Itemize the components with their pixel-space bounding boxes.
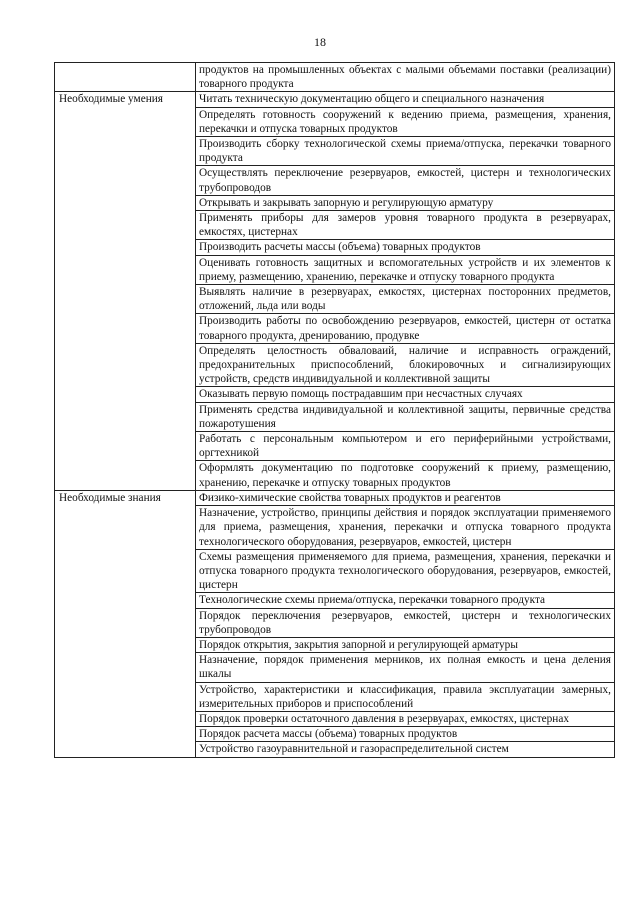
requirement-cell: Открывать и закрывать запорную и регулирующую арматуру bbox=[196, 195, 615, 210]
requirement-cell: Осуществлять переключение резервуаров, емкостей, цистерн и технологических трубопроводов bbox=[196, 166, 615, 195]
requirement-cell: Порядок открытия, закрытия запорной и регулирующей арматуры bbox=[196, 637, 615, 652]
requirement-cell: Схемы размещения применяемого для приема, размещения, хранения, перекачки и отпуска товарного продукта технологического оборудования, резервуаров, емкостей, цистерн bbox=[196, 549, 615, 593]
table-row bbox=[55, 63, 615, 92]
requirement-cell: Производить сборку технологической схемы приема/отпуска, перекачки товарного продукта bbox=[196, 137, 615, 166]
requirement-cell: Назначение, устройство, принципы действия и порядок эксплуатации применяемого для приема, размещения, хранения, перекачки и отпуска товарного продукта технологического оборудования, резервуаров, емкостей, цистерн bbox=[196, 506, 615, 550]
requirement-cell: Применять приборы для замеров уровня товарного продукта в резервуарах, емкостях, цистернах bbox=[196, 211, 615, 240]
requirement-cell: Производить работы по освобождению резервуаров, емкостей, цистерн от остатка товарного продукта, дренированию, продувке bbox=[196, 314, 615, 343]
table-row bbox=[55, 92, 615, 107]
requirement-cell: Производить расчеты массы (объема) товарных продуктов bbox=[196, 240, 615, 255]
requirement-cell: Читать техническую документацию общего и специального назначения bbox=[196, 92, 615, 107]
requirement-cell: Определять целостность обваловаий, наличие и исправность ограждений, предохранительных приспособлений, блокировочных и сигнализирующих устройств, средств индивидуальной и коллективной защиты bbox=[196, 343, 615, 387]
competency-table bbox=[54, 62, 615, 758]
requirement-cell: Устройство, характеристики и классификация, правила эксплуатации замерных, измерительных приборов и приспособлений bbox=[196, 682, 615, 711]
requirement-cell: Порядок проверки остаточного давления в резервуарах, емкостях, цистернах bbox=[196, 711, 615, 726]
category-cell: Необходимые знания bbox=[55, 490, 196, 757]
requirement-cell: продуктов на промышленных объектах с малыми объемами поставки (реализации) товарного продукта bbox=[196, 63, 615, 92]
requirement-cell: Выявлять наличие в резервуарах, емкостях, цистернах посторонних предметов, отложений, льда или воды bbox=[196, 285, 615, 314]
requirement-cell: Оценивать готовность защитных и вспомогательных устройств и их элементов к приему, размещению, хранению, перекачке и отпуску товарного продукта bbox=[196, 255, 615, 284]
requirement-cell: Технологические схемы приема/отпуска, перекачки товарного продукта bbox=[196, 593, 615, 608]
page-number: 18 bbox=[314, 35, 326, 49]
requirement-cell: Устройство газоуравнительной и газораспределительной систем bbox=[196, 742, 615, 757]
requirement-cell: Оформлять документацию по подготовке сооружений к приему, размещению, хранению, перекачке и отпуску товарных продуктов bbox=[196, 461, 615, 490]
category-cell bbox=[55, 63, 196, 92]
table-row bbox=[55, 490, 615, 505]
requirement-cell: Определять готовность сооружений к ведению приема, размещения, хранения, перекачки и отпуска товарных продуктов bbox=[196, 107, 615, 136]
requirement-cell: Работать с персональным компьютером и его периферийными устройствами, оргтехникой bbox=[196, 432, 615, 461]
table-body bbox=[55, 63, 615, 758]
requirement-cell: Порядок расчета массы (объема) товарных продуктов bbox=[196, 727, 615, 742]
category-cell: Необходимые умения bbox=[55, 92, 196, 490]
requirement-cell: Оказывать первую помощь пострадавшим при несчастных случаях bbox=[196, 387, 615, 402]
requirement-cell: Назначение, порядок применения мерников, их полная емкость и цена деления шкалы bbox=[196, 653, 615, 682]
requirement-cell: Порядок переключения резервуаров, емкостей, цистерн и технологических трубопроводов bbox=[196, 608, 615, 637]
requirement-cell: Физико-химические свойства товарных продуктов и реагентов bbox=[196, 490, 615, 505]
requirement-cell: Применять средства индивидуальной и коллективной защиты, первичные средства пожаротушения bbox=[196, 402, 615, 431]
